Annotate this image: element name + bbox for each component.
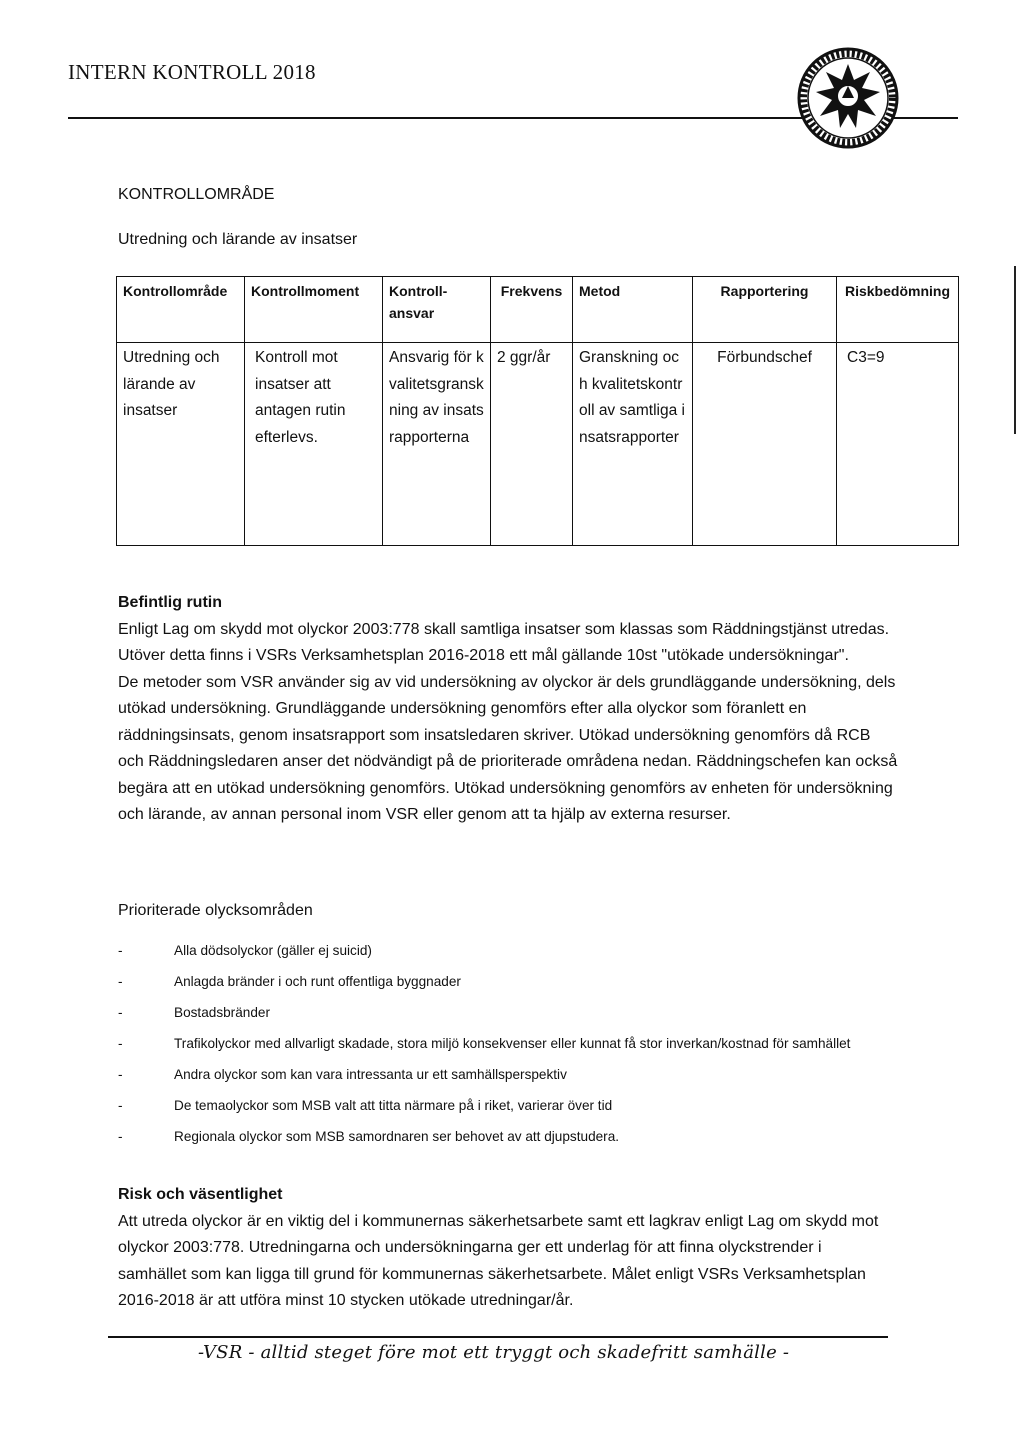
list-item: - Anlagda bränder i och runt offentliga byggnader [118,974,461,989]
margin-line [1014,266,1016,434]
prioriterade-list [118,940,898,1157]
table-header-cell: Kontrollområde [117,277,245,343]
table-header-cell: Metod [573,277,693,343]
list-item: - Alla dödsolyckor (gäller ej suicid) [118,943,372,958]
table-cell: Kontroll mot insatser att antagen rutin efterlevs. [245,343,383,546]
risk-heading: Risk och väsentlighet [118,1186,283,1203]
risk-section [118,1182,888,1315]
header-title: INTERN KONTROLL 2018 [68,60,316,84]
table-row [117,343,959,546]
table-header-row [117,277,959,343]
section-subtitle: Utredning och lärande av insatser [118,231,358,248]
list-item: - Bostadsbränder [118,1005,270,1020]
list-item: - Regionala olyckor som MSB samordnaren ser behovet av att djupstudera. [118,1129,620,1144]
organization-seal-logo [796,46,900,150]
list-item: - Andra olyckor som kan vara intressanta ur ett samhällsperspektiv [118,1067,567,1082]
befintlig-heading: Befintlig rutin [118,594,222,611]
table-header-cell: Frekvens [491,277,573,343]
befintlig-paragraph-2: De metoder som VSR använder sig av vid undersökning av olyckor är dels grundläggande undersökning, dels utökad undersökning. Grundläggande undersökning genomförs efter alla olyckor som föranlett en räddningsinsats, genom insatsrapport som insatsledaren skriver. Utökad undersökning genomförs då RCB och Räddningsledaren anser det nödvändigt på de prioriterade områdena nedan. Räddningschefen kan också begära att en utökad undersökning genomförs. Utökad undersökning genomförs av enheten för undersökning och lärande, av annan personal inom VSR eller genom att ta hjälp av externa resurser. [118,673,898,823]
prioriterade-heading: Prioriterade olycksområden [118,902,313,919]
table-header-cell: Rapportering [693,277,837,343]
list-item: - Trafikolyckor med allvarligt skadade, stora miljö konsekvenser eller kunnat få stor inverkan/kostnad för samhället [118,1036,851,1051]
control-table [116,276,959,546]
table-cell: Förbundschef [693,343,837,546]
table-header-cell: Kontroll-ansvar [383,277,491,343]
table-header-cell: Riskbedömning [837,277,959,343]
section-label: KONTROLLOMRÅDE [118,186,275,203]
table-cell: Ansvarig för kvalitetsgranskning av insatsrapporterna [383,343,491,546]
befintlig-rutin-section [118,590,898,829]
footer-rule [108,1336,888,1338]
table-cell: C3=9 [837,343,959,546]
table-cell: 2 ggr/år [491,343,573,546]
table-header-cell: Kontrollmoment [245,277,383,343]
table-cell: Utredning och lärande av insatser [117,343,245,546]
table-cell: Granskning och kvalitetskontroll av samtliga insatsrapporter [573,343,693,546]
befintlig-paragraph-1: Enligt Lag om skydd mot olyckor 2003:778 skall samtliga insatser som klassas som Räddningstjänst utredas. Utöver detta finns i VSRs Verksamhetsplan 2016-2018 ett mål gällande 10st "utökade undersökningar". [118,620,890,664]
list-item: - De temaolyckor som MSB valt att titta närmare på i riket, varierar över tid [118,1098,613,1113]
risk-paragraph: Att utreda olyckor är en viktig del i kommunernas säkerhetsarbete samt ett lagkrav enligt Lag om skydd mot olyckor 2003:778. Utredningarna och undersökningarna ger ett underlag för att finna olyckstrender i samhället som kan ligga till grund för kommunernas säkerhetsarbete. Målet enligt VSRs Verksamhetsplan 2016-2018 är att utföra minst 10 stycken utökade utredningar/år. [118,1212,879,1309]
footer-motto: -VSR - alltid steget före mot ett tryggt och skadefritt samhälle - [198,1342,790,1363]
